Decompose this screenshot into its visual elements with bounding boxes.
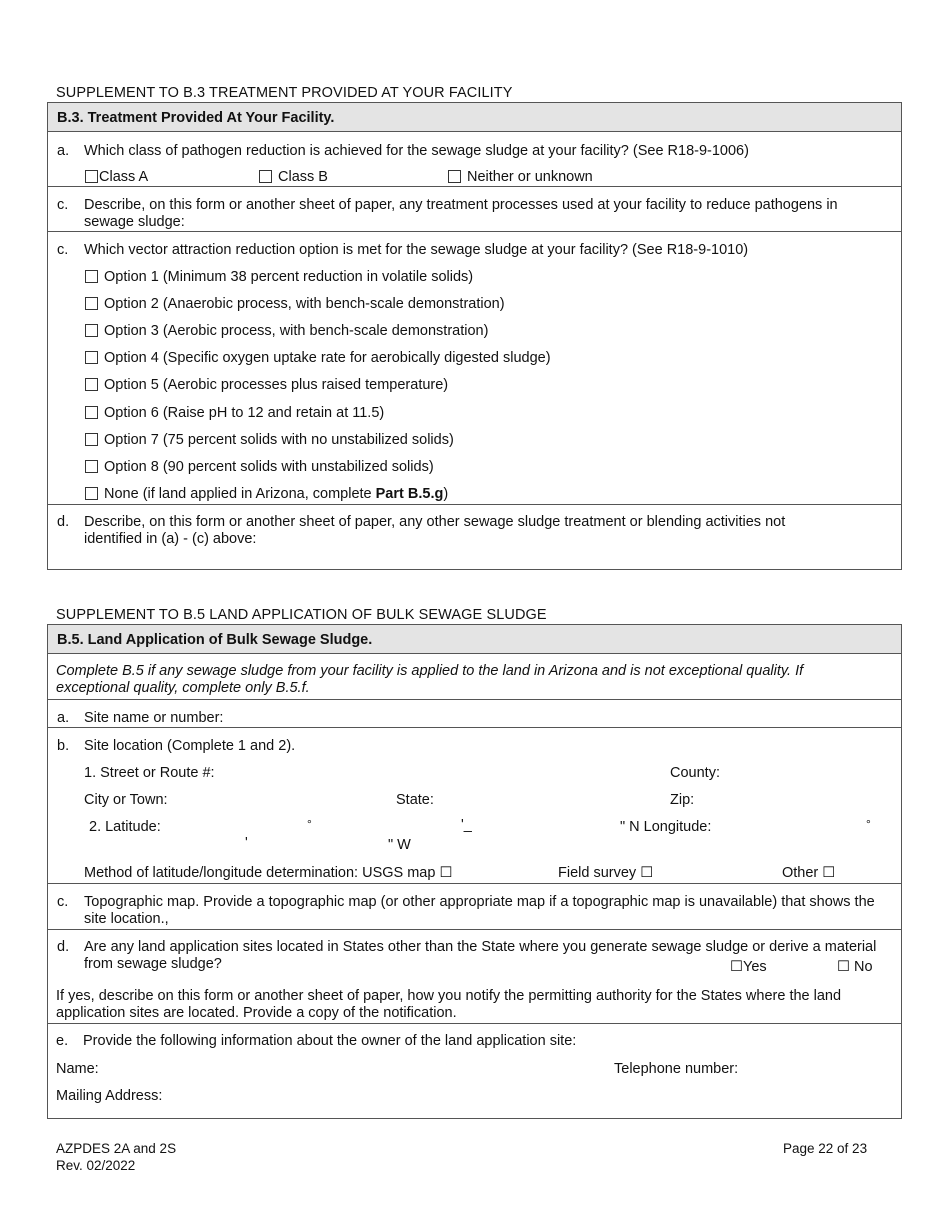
other-option[interactable]: Other ☐ <box>782 865 836 881</box>
city-label: City or Town: <box>84 792 168 808</box>
option-3-row[interactable]: Option 3 (Aerobic process, with bench-scale demonstration) <box>85 323 488 339</box>
option-none-checkbox[interactable] <box>85 487 98 500</box>
street-label: 1. Street or Route #: <box>84 765 215 781</box>
divider <box>48 929 901 930</box>
b3-c1-letter: c. <box>57 197 69 213</box>
mailing-address-label: Mailing Address: <box>56 1088 163 1104</box>
divider <box>48 186 901 187</box>
b5-b-letter: b. <box>57 738 70 754</box>
long-minute-symbol: ' <box>245 835 248 851</box>
option-1-checkbox[interactable] <box>85 270 98 283</box>
option-2-row[interactable]: Option 2 (Anaerobic process, with bench-scale demonstration) <box>85 296 505 312</box>
other-states-question: Are any land application sites located in States other than the State where you generate sewage sludge or derive a material from sewage sludge? <box>84 939 877 972</box>
b5-e-letter: e. <box>56 1033 69 1049</box>
site-location-label: Site location (Complete 1 and 2). <box>84 738 296 754</box>
neither-checkbox[interactable] <box>448 170 461 183</box>
no-option[interactable]: ☐ No <box>837 959 873 975</box>
class-a-checkbox[interactable] <box>85 170 98 183</box>
lat-minute-symbol: '_ <box>461 817 472 833</box>
b3-header-text: B.3. Treatment Provided At Your Facility. <box>57 110 335 126</box>
footer-page-number: Page 22 of 23 <box>783 1141 868 1156</box>
b3-form-table <box>47 102 902 570</box>
b3-d-letter: d. <box>57 514 70 530</box>
option-none-row[interactable]: None (if land applied in Arizona, complete Part B.5.g) <box>85 486 448 502</box>
option-4-row[interactable]: Option 4 (Specific oxygen uptake rate for aerobically digested sludge) <box>85 350 551 366</box>
latitude-label: 2. Latitude: <box>89 819 161 835</box>
divider <box>48 231 901 232</box>
divider <box>48 504 901 505</box>
b5-d-letter: d. <box>57 939 70 955</box>
owner-name-label: Name: <box>56 1061 99 1077</box>
b5-form-table <box>47 624 902 1119</box>
site-name-label: Site name or number: <box>84 710 224 726</box>
w-label: " W <box>388 837 411 853</box>
b5-header <box>48 625 901 654</box>
option-2-checkbox[interactable] <box>85 297 98 310</box>
b5-intro: Complete B.5 if any sewage sludge from your facility is applied to the land in Arizona and is not exceptional quality. If exceptional quality, complete only B.5.f. <box>56 663 804 696</box>
class-b-checkbox[interactable] <box>259 170 272 183</box>
option-6-checkbox[interactable] <box>85 406 98 419</box>
b3-header <box>48 103 901 132</box>
option-5-checkbox[interactable] <box>85 378 98 391</box>
telephone-label: Telephone number: <box>614 1061 739 1077</box>
class-b-option[interactable]: Class B <box>259 169 328 185</box>
topographic-map-text: Topographic map. Provide a topographic map (or other appropriate map if a topographic map is unavailable) that shows the site location., <box>84 894 875 927</box>
divider <box>48 727 901 728</box>
divider <box>48 699 901 700</box>
owner-info-label: Provide the following information about the owner of the land application site: <box>83 1033 577 1049</box>
state-label: State: <box>396 792 434 808</box>
field-survey-option[interactable]: Field survey ☐ <box>558 865 654 881</box>
b3-c2-letter: c. <box>57 242 69 258</box>
lat-degree-symbol: ° <box>307 817 312 831</box>
option-3-checkbox[interactable] <box>85 324 98 337</box>
b5-c-letter: c. <box>57 894 69 910</box>
b3-c2-question: Which vector attraction reduction option is met for the sewage sludge at your facility? (See R18-9-1010) <box>84 242 749 258</box>
b3-a-question: Which class of pathogen reduction is achieved for the sewage sludge at your facility? (See R18-9-1006) <box>84 143 749 159</box>
divider <box>48 1023 901 1024</box>
b5-supplement-title: SUPPLEMENT TO B.5 LAND APPLICATION OF BULK SEWAGE SLUDGE <box>56 607 547 623</box>
option-8-checkbox[interactable] <box>85 460 98 473</box>
long-degree-symbol: ° <box>866 817 871 831</box>
option-8-row[interactable]: Option 8 (90 percent solids with unstabilized solids) <box>85 459 434 475</box>
option-4-checkbox[interactable] <box>85 351 98 364</box>
b5-a-letter: a. <box>57 710 70 726</box>
method-usgs-option[interactable]: Method of latitude/longitude determination: USGS map ☐ <box>84 865 453 881</box>
b3-c1-text: Describe, on this form or another sheet of paper, any treatment processes used at your facility to reduce pathogens in sewage sludge: <box>84 197 838 230</box>
option-7-row[interactable]: Option 7 (75 percent solids with no unstabilized solids) <box>85 432 454 448</box>
b3-a-letter: a. <box>57 143 70 159</box>
b3-supplement-title: SUPPLEMENT TO B.3 TREATMENT PROVIDED AT YOUR FACILITY <box>56 85 513 101</box>
yes-option[interactable]: ☐Yes <box>730 959 767 975</box>
option-5-row[interactable]: Option 5 (Aerobic processes plus raised temperature) <box>85 377 448 393</box>
n-longitude-label: " N Longitude: <box>620 819 712 835</box>
neither-option[interactable]: Neither or unknown <box>448 169 593 185</box>
option-6-row[interactable]: Option 6 (Raise pH to 12 and retain at 11.5) <box>85 405 384 421</box>
footer-revision: Rev. 02/2022 <box>56 1158 136 1173</box>
option-7-checkbox[interactable] <box>85 433 98 446</box>
if-yes-text: If yes, describe on this form or another sheet of paper, how you notify the permitting authority for the States where the land application sites are located. Provide a copy of the notification. <box>56 988 842 1021</box>
option-1-row[interactable]: Option 1 (Minimum 38 percent reduction in volatile solids) <box>85 269 473 285</box>
divider <box>48 883 901 884</box>
b3-d-text: Describe, on this form or another sheet of paper, any other sewage sludge treatment or blending activities not identified in (a) - (c) above: <box>84 514 786 547</box>
footer-form-id: AZPDES 2A and 2S <box>56 1141 177 1156</box>
class-a-option[interactable]: Class A <box>85 169 148 185</box>
zip-label: Zip: <box>670 792 695 808</box>
b5-header-text: B.5. Land Application of Bulk Sewage Sludge. <box>57 632 373 648</box>
county-label: County: <box>670 765 720 781</box>
